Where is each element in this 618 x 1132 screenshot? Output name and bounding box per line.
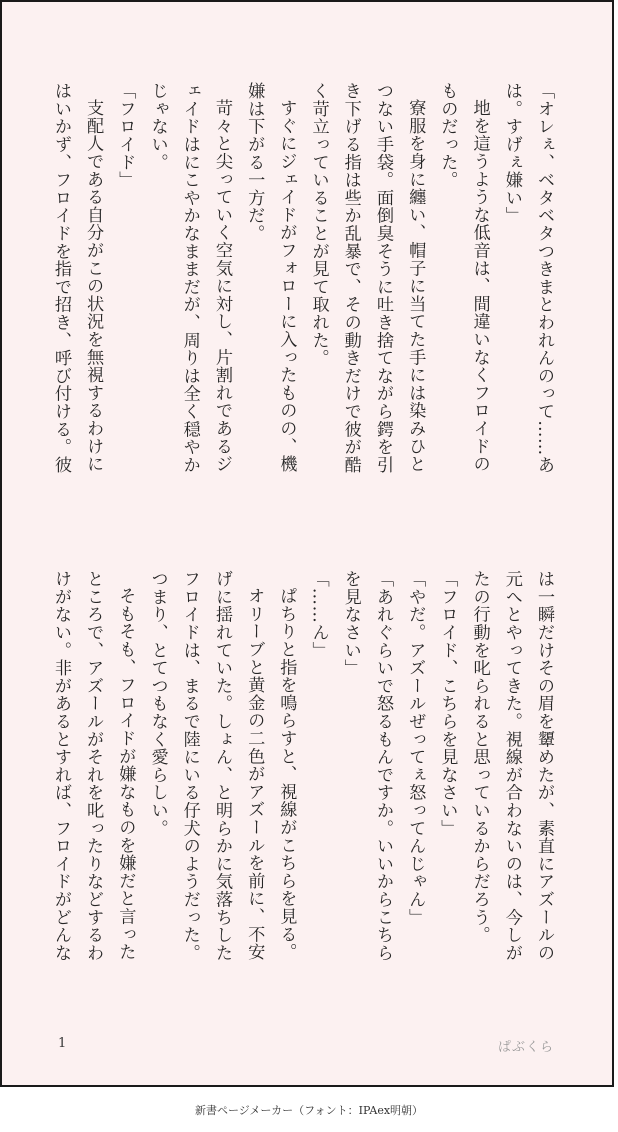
text-line: ぱちりと指を鳴らすと、視線がこちらを見る。 [276,587,297,961]
footer-caption: 新書ページメーカー（フォント：IPAex明朝） [194,1104,424,1117]
text-line: は。すげぇ嫌い」 [501,82,522,225]
text-line: 嫌は下がる一方だ。 [244,82,265,243]
text-line: く苛立っていることが見て取れた。 [308,82,329,367]
text-line: ところで、アズールがそれを叱ったりなどするわ [83,570,104,962]
text-line: つまり、とてつもなく愛らしい。 [147,570,168,837]
text-line: は一瞬だけその眉を顰めたが、素直にアズールの [534,570,554,962]
lower-text-block [46,570,560,997]
text-line: フロイドは、まるで陸にいる仔犬のようだった。 [179,570,200,962]
text-line: 「やだ。アズールぜってぇ怒ってんじゃん」 [405,570,426,926]
text-line: たの行動を叱られると思っているからだろう。 [469,570,490,944]
page-number: 1 [58,1036,67,1051]
text-line: 「あれぐらいで怒るもんですか。いいからこちら [372,570,393,962]
text-line: はいかず、フロイドを指で招き、呼び付ける。彼 [50,82,71,474]
text-line: を見なさい」 [340,570,361,677]
text-line: けがない。非があるとすれば、フロイドがどんな [50,570,71,962]
text-line: 元へとやってきた。視線が合わないのは、今しが [501,570,522,962]
text-line: オリーブと黄金の二色がアズールを前に、不安 [244,587,265,961]
text-line: げに揺れていた。しょん、と明らかに気落ちした [211,570,232,962]
upper-text-block [46,82,560,527]
text-line: ものだった。 [437,82,458,189]
running-title: ぱぶくら [497,1040,554,1055]
text-line: すぐにジェイドがフォローに入ったものの、機 [276,99,297,473]
text-line: 地を這うような低音は、間違いなくフロイドの [469,99,490,473]
text-line: ェイドはにこやかなままだが、周りは全く穏やか [179,82,200,474]
text-line: 寮服を身に纏い、帽子に当てた手には染みひと [405,99,426,473]
text-line: じゃない。 [147,82,168,171]
text-line: 「フロイド」 [115,82,136,189]
text-line: 「……ん」 [308,570,329,659]
text-line: 苛々と尖っていく空気に対し、片割れであるジ [211,99,232,473]
text-line: 「オレぇ、ベタベタつきまとわれんのって……あ [534,82,554,474]
text-line: つない手袋。面倒臭そうに吐き捨てながら鍔を引 [372,82,393,474]
text-line: 「フロイド、こちらを見なさい」 [437,570,458,837]
text-line: そもそも、フロイドが嫌なものを嫌だと言った [115,587,136,961]
text-line: 支配人である自分がこの状況を無視するわけに [83,99,104,473]
text-line: き下げる指は些か乱暴で、その動きだけで彼が酷 [340,82,361,474]
